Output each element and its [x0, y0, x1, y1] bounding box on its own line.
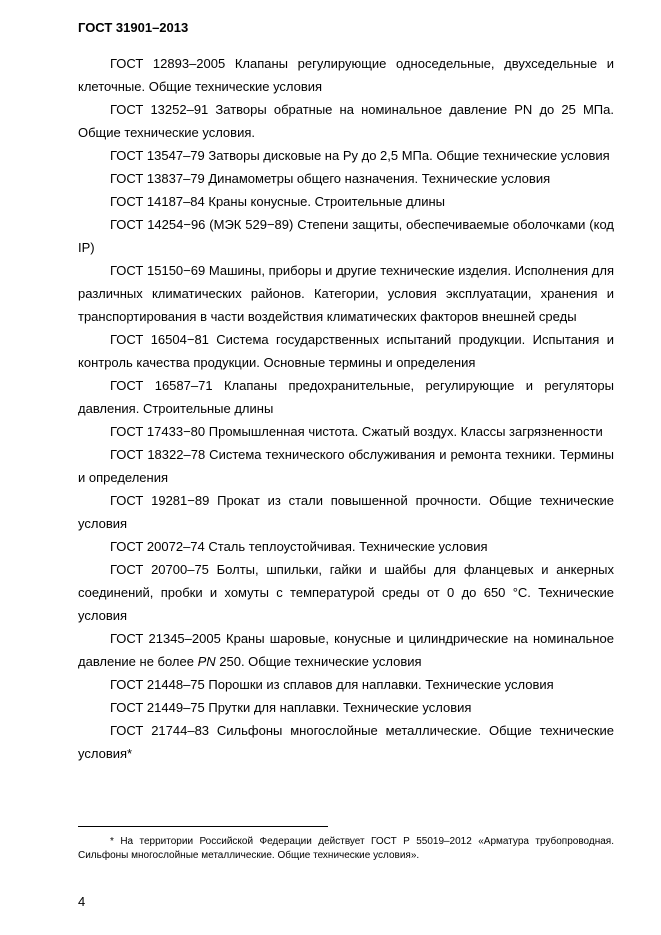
reference-item: ГОСТ 16504−81 Система государственных испытаний продукции. Испытания и контроль качества продукции. Основные термины и определения [78, 332, 614, 370]
document-header: ГОСТ 31901–2013 [78, 20, 189, 35]
reference-italic-text: PN [197, 654, 216, 669]
reference-item: ГОСТ 13547–79 Затворы дисковые на Ру до 2,5 МПа. Общие технические условия [110, 148, 610, 163]
reference-text: ГОСТ 21345–2005 Краны шаровые, конусные и цилиндрические на номинальное давление не более [78, 631, 614, 669]
reference-item: ГОСТ 15150−69 Машины, приборы и другие технические изделия. Исполнения для различных климатических районов. Категории, условия эксплуатации, хранения и транспортирования в части воздействия климатических факторов внешней среды [78, 263, 614, 324]
reference-text: 250. Общие технические условия [215, 654, 422, 669]
reference-item: ГОСТ 18322–78 Система технического обслуживания и ремонта техники. Термины и определения [78, 447, 614, 485]
footnote-separator [78, 826, 328, 827]
reference-item: ГОСТ 16587–71 Клапаны предохранительные, регулирующие и регуляторы давления. Строительные длины [78, 378, 614, 416]
reference-item: ГОСТ 14187–84 Краны конусные. Строительные длины [110, 194, 445, 209]
reference-item: ГОСТ 17433−80 Промышленная чистота. Сжатый воздух. Классы загрязненности [110, 424, 603, 439]
reference-item: ГОСТ 20700–75 Болты, шпильки, гайки и шайбы для фланцевых и анкерных соединений, пробки и хомуты с температурой среды от 0 до 650 °С. Технические условия [78, 562, 614, 623]
reference-item: ГОСТ 13252–91 Затворы обратные на номинальное давление PN до 25 МПа. Общие технические условия. [78, 102, 614, 140]
reference-item: ГОСТ 14254−96 (МЭК 529−89) Степени защиты, обеспечиваемые оболочками (код IP) [78, 217, 614, 255]
reference-item: ГОСТ 13837–79 Динамометры общего назначения. Технические условия [110, 171, 551, 186]
reference-item: ГОСТ 20072–74 Сталь теплоустойчивая. Технические условия [110, 539, 488, 554]
page-number: 4 [78, 894, 86, 909]
references-list [78, 52, 614, 765]
reference-item: ГОСТ 12893–2005 Клапаны регулирующие односедельные, двухседельные и клеточные. Общие технические условия [78, 56, 614, 94]
footnote: * На территории Российской Федерации действует ГОСТ Р 55019–2012 «Арматура трубопроводная. Сильфоны многослойные металлические. Общие технические условия». [78, 836, 614, 861]
reference-item: ГОСТ 21744–83 Сильфоны многослойные металлические. Общие технические условия* [78, 723, 614, 761]
reference-item-21345 [78, 627, 614, 673]
reference-item: ГОСТ 19281−89 Прокат из стали повышенной прочности. Общие технические условия [78, 493, 614, 531]
reference-item: ГОСТ 21449–75 Прутки для наплавки. Технические условия [110, 700, 472, 715]
reference-item: ГОСТ 21448–75 Порошки из сплавов для наплавки. Технические условия [110, 677, 554, 692]
